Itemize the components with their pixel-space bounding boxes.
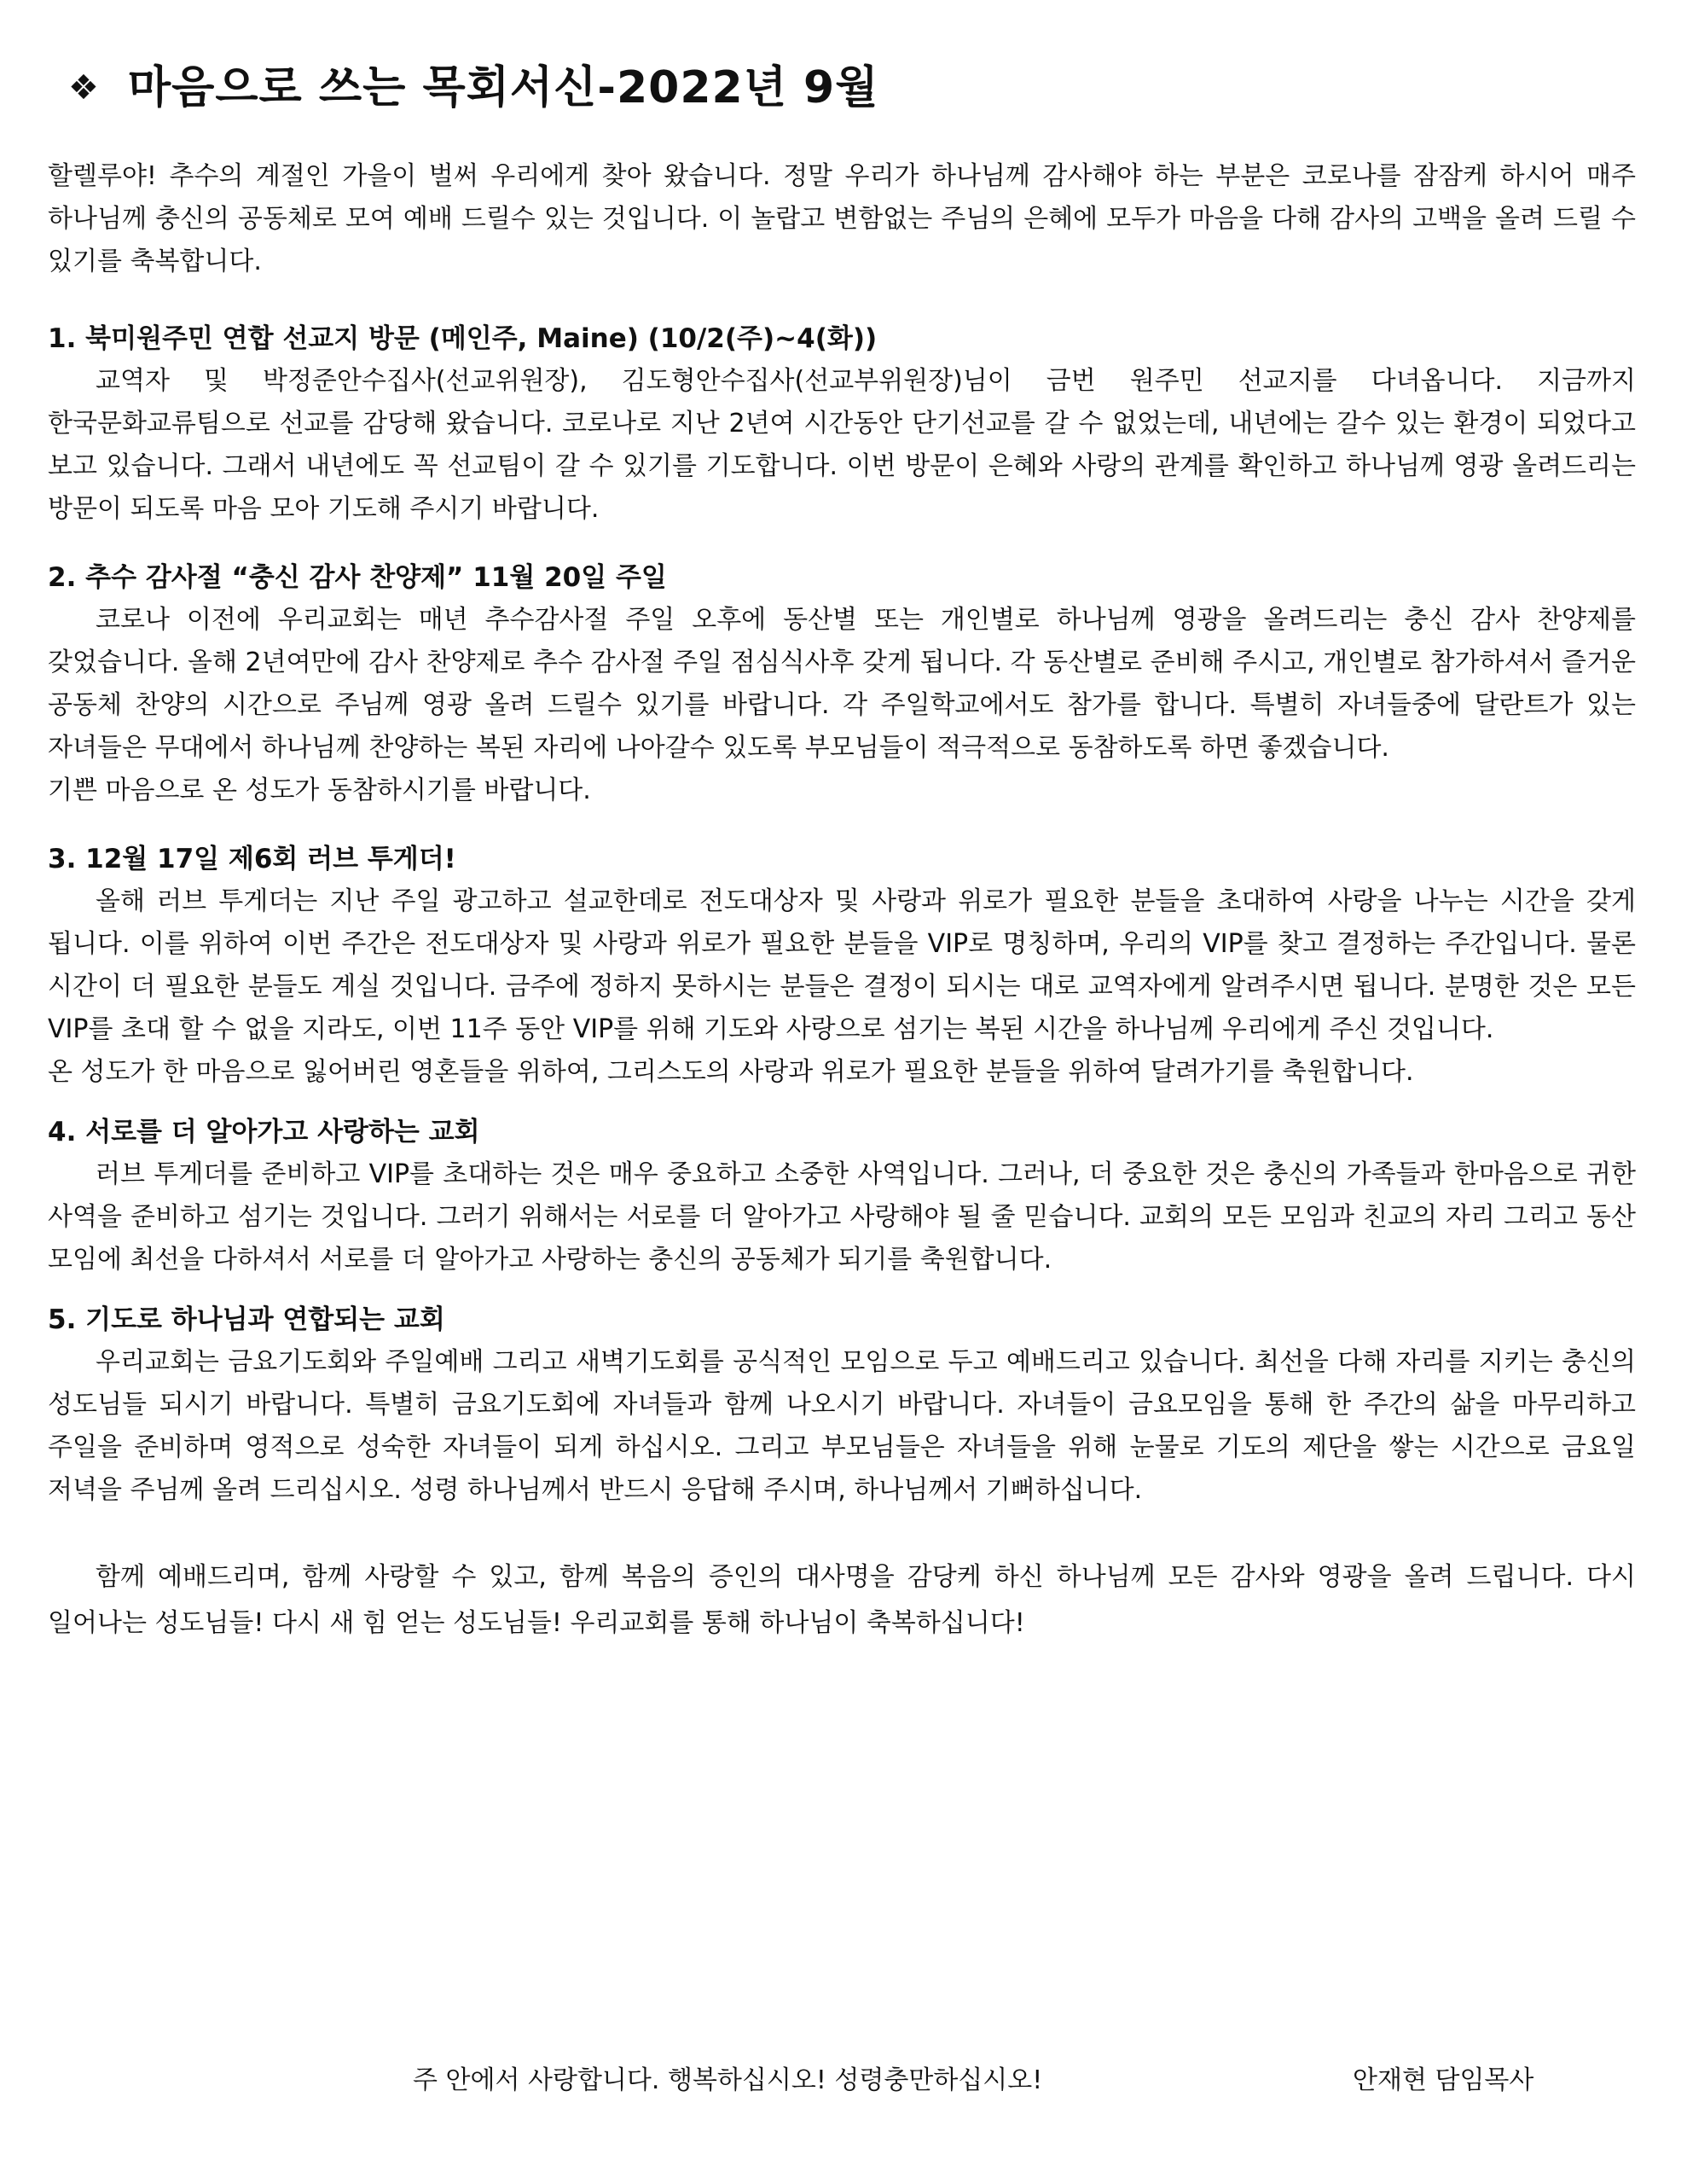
section-heading: 3. 12월 17일 제6회 러브 투게더! [48,844,456,874]
section-heading: 2. 추수 감사절 “충신 감사 찬양제” 11월 20일 주일 [48,562,667,593]
section-heading: 5. 기도로 하나님과 연합되는 교회 [48,1304,445,1335]
section-love-together [48,838,1636,1094]
closing-paragraph: 함께 예배드리며, 함께 사랑할 수 있고, 함께 복음의 증인의 대사명을 감당케 하신 하나님께 모든 감사와 영광을 올려 드립니다. 다시 일어나는 성도님들! 다시 새 힘 얻는 성도님들! 우리교회를 통해 하나님이 축복하십니다! [48,1562,1636,1638]
letter-body [48,155,1636,1647]
signature-message: 주 안에서 사랑합니다. 행복하십시오! 성령충만하십시오! [413,2065,1043,2095]
section-prayer [48,1298,1636,1512]
section-thanksgiving [48,556,1636,812]
section-mission-visit [48,317,1636,531]
intro-paragraph: 할렐루야! 추수의 계절인 가을이 벌써 우리에게 찾아 왔습니다. 정말 우리가 하나님께 감사해야 하는 부분은 코로나를 잠잠케 하시어 매주 하나님께 충신의 공동체로 모여 예배 드릴수 있는 것입니다. 이 놀랍고 변함없는 주님의 은혜에 모두가 마음을 다해 감사의 고백을 올려 드릴 수 있기를 축복합니다. [48,161,1636,276]
page-title: 마음으로 쓰는 목회서신-2022년 9월 [127,62,879,113]
section-paragraph-extra: 기쁜 마음으로 온 성도가 동참하시기를 바랍니다. [48,775,591,805]
closing-block [48,1554,1636,1647]
section-paragraph: 우리교회는 금요기도회와 주일예배 그리고 새벽기도회를 공식적인 모임으로 두고 예배드리고 있습니다. 최선을 다해 자리를 지키는 충신의 성도님들 되시기 바랍니다. 특별히 금요기도회에 자녀들과 함께 나오시기 바랍니다. 자녀들이 금요모임을 통해 한 주간의 삶을 마무리하고 주일을 준비하며 영적으로 성숙한 자녀들이 되게 하십시오. 그리고 부모님들은 자녀들을 위해 눈물로 기도의 제단을 쌓는 시간으로 금요일 저녁을 주님께 올려 드리십시오. 성령 하나님께서 반드시 응답해 주시며, 하나님께서 기뻐하십니다. [48,1347,1636,1505]
section-know-love [48,1111,1636,1281]
section-paragraph-extra: 온 성도가 한 마음으로 잃어버린 영혼들을 위하여, 그리스도의 사랑과 위로가 필요한 분들을 위하여 달려가기를 축원합니다. [48,1057,1414,1087]
diamond-bullet-icon: ❖ [68,68,99,108]
section-heading: 4. 서로를 더 알아가고 사랑하는 교회 [48,1117,480,1147]
section-heading: 1. 북미원주민 연합 선교지 방문 (메인주, Maine) (10/2(주)~4(화)) [48,323,878,354]
section-paragraph: 러브 투게더를 준비하고 VIP를 초대하는 것은 매우 중요하고 소중한 사역입니다. 그러나, 더 중요한 것은 충신의 가족들과 한마음으로 귀한 사역을 준비하고 섬기는 것입니다. 그러기 위해서는 서로를 더 알아가고 사랑해야 될 줄 믿습니다. 교회의 모든 모임과 친교의 자리 그리고 동산 모임에 최선을 다하셔서 서로를 더 알아가고 사랑하는 충신의 공동체가 되기를 축원합니다. [48,1159,1636,1275]
section-paragraph: 코로나 이전에 우리교회는 매년 추수감사절 주일 오후에 동산별 또는 개인별로 하나님께 영광을 올려드리는 충신 감사 찬양제를 갖었습니다. 올해 2년여만에 감사 찬양제로 추수 감사절 주일 점심식사후 갖게 됩니다. 각 동산별로 준비해 주시고, 개인별로 참가하셔서 즐거운 공동체 찬양의 시간으로 주님께 영광 올려 드릴수 있기를 바랍니다. 각 주일학교에서도 참가를 합니다. 특별히 자녀들중에 달란트가 있는 자녀들은 무대에서 하나님께 찬양하는 복된 자리에 나아갈수 있도록 부모님들이 적극적으로 동참하도록 하면 좋겠습니다. [48,605,1636,763]
section-paragraph: 올해 러브 투게더는 지난 주일 광고하고 설교한데로 전도대상자 및 사랑과 위로가 필요한 분들을 초대하여 사랑을 나누는 시간을 갖게 됩니다. 이를 위하여 이번 주간은 전도대상자 및 사랑과 위로가 필요한 분들을 VIP로 명칭하며, 우리의 VIP를 찾고 결정하는 주간입니다. 물론 시간이 더 필요한 분들도 계실 것입니다. 금주에 정하지 못하시는 분들은 결정이 되시는 대로 교역자에게 알려주시면 됩니다. 분명한 것은 모든 VIP를 초대 할 수 없을 지라도, 이번 11주 동안 VIP를 위해 기도와 사랑으로 섬기는 복된 시간을 하나님께 우리에게 주신 것입니다. [48,886,1636,1044]
signature-name: 안재현 담임목사 [1353,2065,1534,2095]
section-paragraph: 교역자 및 박정준안수집사(선교위원장), 김도형안수집사(선교부위원장)님이 금번 원주민 선교지를 다녀옵니다. 지금까지 한국문화교류팀으로 선교를 감당해 왔습니다. 코로나로 지난 2년여 시간동안 단기선교를 갈 수 없었는데, 내년에는 갈수 있는 환경이 되었다고 보고 있습니다. 그래서 내년에도 꼭 선교팀이 갈 수 있기를 기도합니다. 이번 방문이 은혜와 사랑의 관계를 확인하고 하나님께 영광 올려드리는 방문이 되도록 마음 모아 기도해 주시기 바랍니다. [48,366,1636,524]
letter-title [68,61,878,114]
